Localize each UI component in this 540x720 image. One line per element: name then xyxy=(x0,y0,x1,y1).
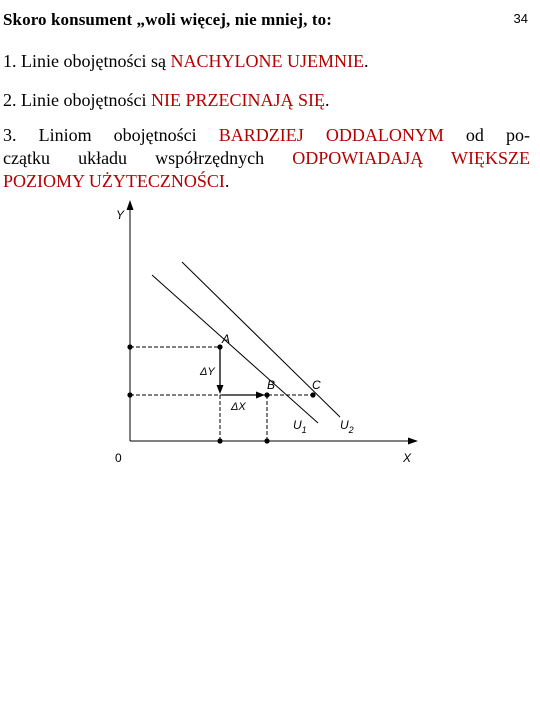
curve-u1-letter: U xyxy=(293,418,302,432)
point-1-suffix: . xyxy=(363,51,369,71)
curve-u1-subscript: 1 xyxy=(301,425,307,435)
curve-u2-label xyxy=(340,418,354,435)
point-1-text: 1. Linie obojętności są xyxy=(3,51,171,71)
curve-u1-label xyxy=(293,418,307,435)
point-2-text: 2. Linie obojętności xyxy=(3,90,151,110)
x-axis-label: X xyxy=(403,451,412,465)
point-3-text-4: . xyxy=(224,171,230,191)
point-c xyxy=(310,392,315,397)
page-title: Skoro konsument „woli więcej, nie mniej, to: xyxy=(3,10,332,29)
point-b xyxy=(264,392,269,397)
origin-label: 0 xyxy=(115,451,122,465)
axis-point-a-x xyxy=(217,438,222,443)
point-a-label: A xyxy=(222,332,231,346)
point-3-text-1: 3. Liniom obojętności xyxy=(3,125,219,145)
axis-point-b-y xyxy=(127,392,132,397)
point-3-highlight-3: POZIOMY UŻYTECZNOŚCI xyxy=(3,171,225,191)
y-axis-label: Y xyxy=(116,208,125,222)
point-3-highlight-1: BARDZIEJ ODDALONYM xyxy=(218,125,444,145)
y-axis-arrow xyxy=(127,200,134,210)
axis-point-b-x xyxy=(264,438,269,443)
page-number: 34 xyxy=(513,11,528,26)
point-2-highlight: NIE PRZECINAJĄ SIĘ xyxy=(150,90,325,110)
point-c-label: C xyxy=(312,378,321,392)
delta-y-label: ΔY xyxy=(200,366,215,378)
x-axis-arrow xyxy=(408,438,418,445)
point-1-highlight: NACHYLONE UJEMNIE xyxy=(170,51,364,71)
delta-x-label: ΔX xyxy=(231,401,246,413)
point-3-highlight-2: ODPOWIADAJĄ WIĘKSZE xyxy=(292,148,530,168)
delta-x-arrowhead xyxy=(256,392,265,399)
delta-y-arrowhead xyxy=(217,385,224,394)
axis-point-a-y xyxy=(127,344,132,349)
curve-u2-subscript: 2 xyxy=(348,425,354,435)
point-2-suffix: . xyxy=(324,90,330,110)
point-3-text-2: od po- xyxy=(443,125,530,145)
point-3-text-3: czątku układu współrzędnych xyxy=(3,148,293,168)
point-b-label: B xyxy=(267,378,276,392)
curve-u2-letter: U xyxy=(340,418,349,432)
